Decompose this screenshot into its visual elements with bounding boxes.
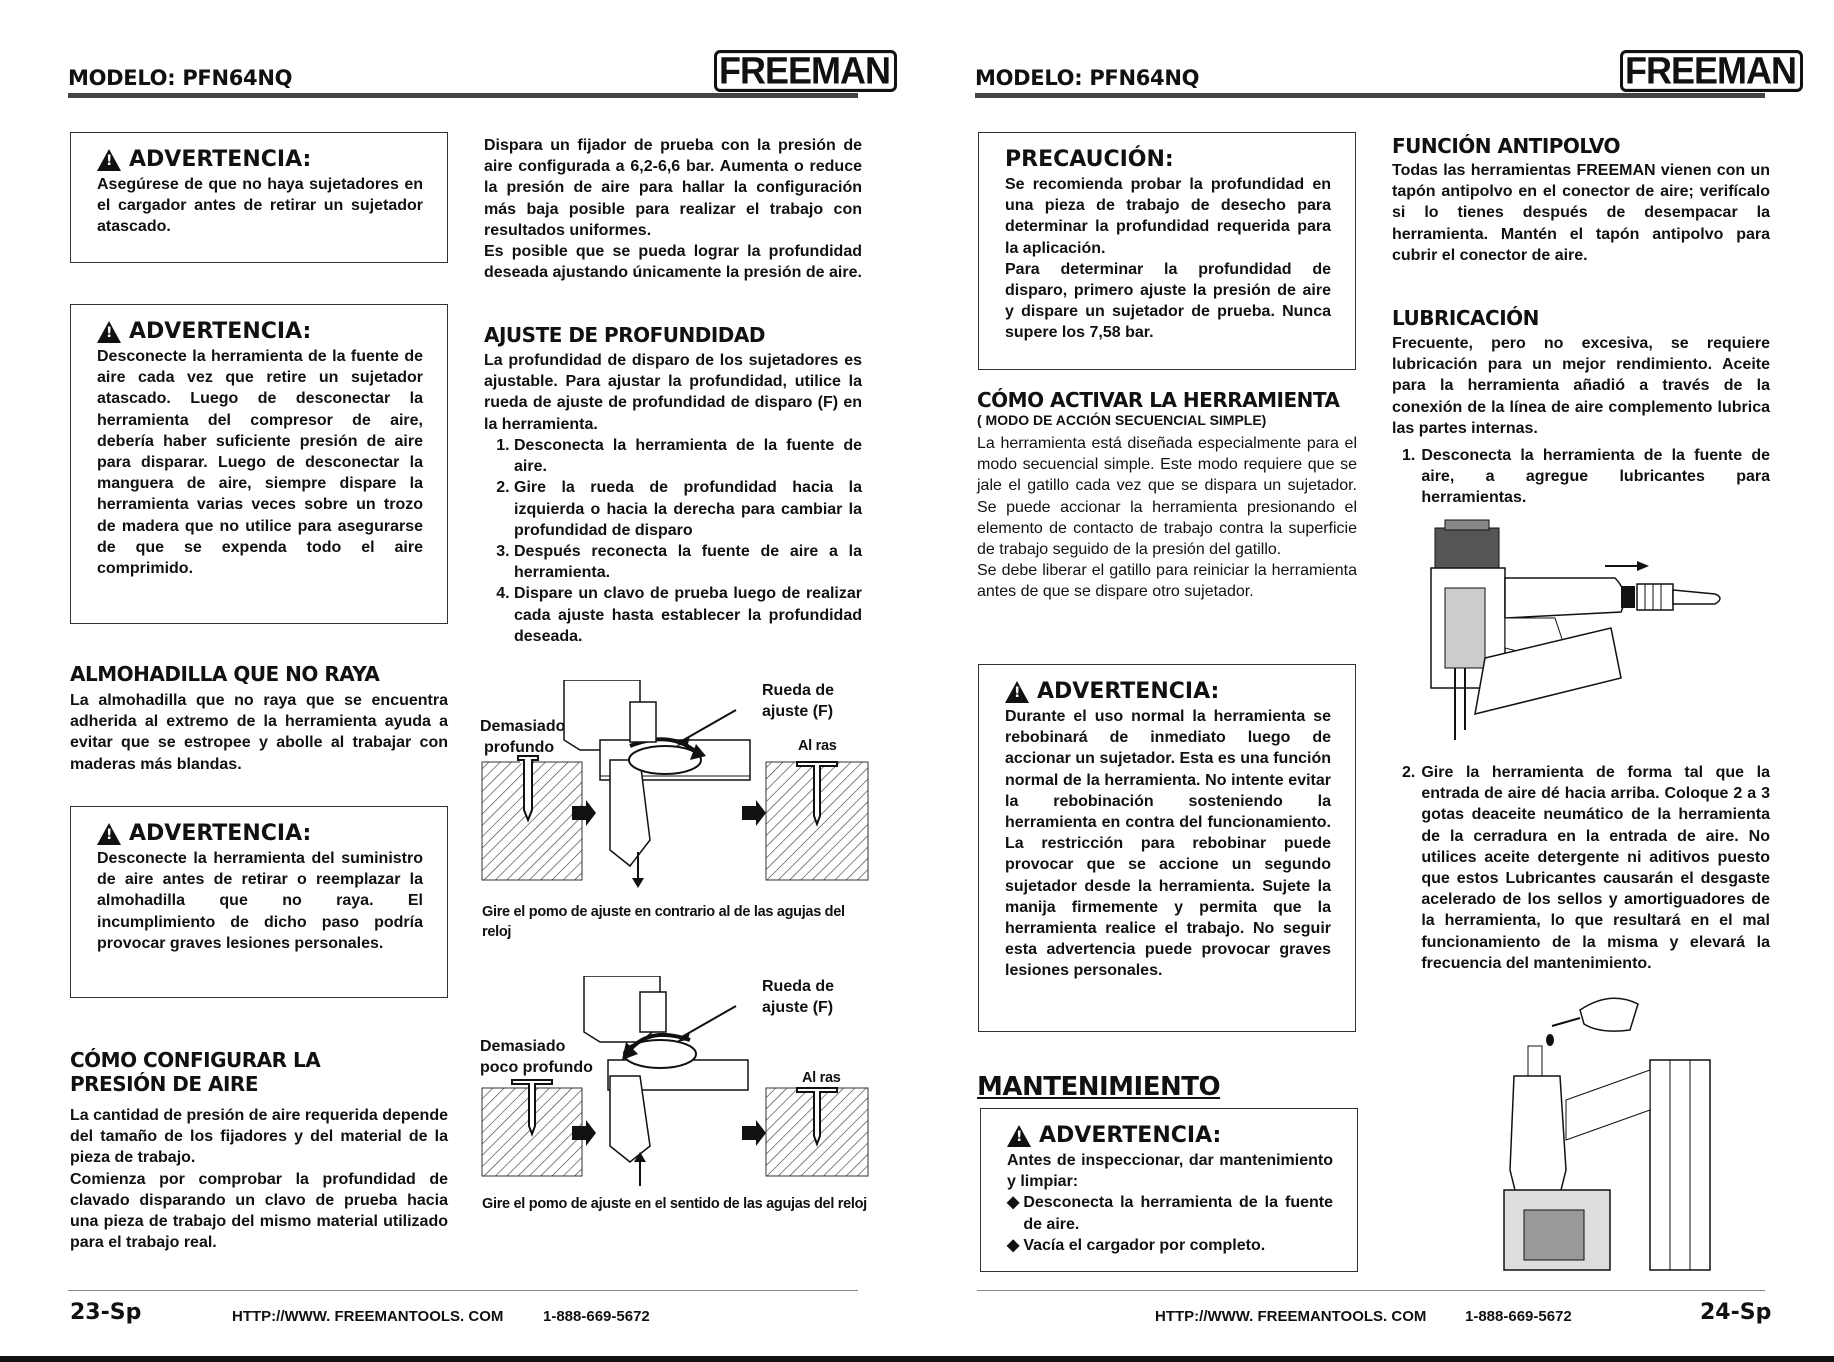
warning-text: Desconecte la herramienta de la fuente de aire cada vez que retire un sujetador atascado. Luego de desconectar la herramienta del compresor de aire, debería haber suficiente presión de aire para disparar. Luego de desconectar la manguera de aire, siempre dispare la herramienta varias veces sobre un trozo de madera que no utilice para asegurarse de que se expenda todo el aire comprimido.: [97, 348, 423, 578]
activate-text: La herramienta está diseñada especialmente para el modo secuencial simple. Este modo requiere que se jale el gatillo cada vez que se dispara un sujetador. Se puede accionar la herramienta presionando el elemento de contacto de trabajo contra la superficie de trabajo seguido de la presión del gatillo. Se debe liberar el gatillo para reiniciar la herramienta antes de que se dispare otro sujetador.: [977, 435, 1357, 601]
page-number-left: 23-Sp: [70, 1300, 142, 1325]
warning-heading: ! ADVERTENCIA:: [1007, 1123, 1333, 1148]
website-link-left[interactable]: HTTP://WWW. FREEMANTOOLS. COM: [232, 1308, 504, 1325]
caution-heading: PRECAUCIÓN:: [1005, 147, 1174, 172]
freeman-logo-right: FREEMAN: [1620, 49, 1803, 93]
caution-box: [978, 132, 1356, 370]
label-adjust-wheel: Rueda de ajuste (F): [762, 682, 835, 720]
activate-subtitle: ( MODO DE ACCIÓN SECUENCIAL SIMPLE): [977, 412, 1267, 428]
diamond-bullet-icon: ◆: [1007, 1236, 1020, 1254]
air-pressure-text: La cantidad de presión de aire requerida depende del tamaño de los fijadores y del material de la pieza de trabajo. Comienza por comprobar la profundidad de clavado disparando un clavo de prueba hacia una pieza de trabajo del mismo material utilizado para el trabajo real.: [70, 1107, 448, 1252]
list-item: ◆ Vacía el cargador por completo.: [1007, 1235, 1333, 1256]
section-title-activate: CÓMO ACTIVAR LA HERRAMIENTA: [977, 388, 1340, 412]
list-item: ◆ Desconecta la herramienta de la fuente de aire.: [1007, 1192, 1333, 1234]
list-item: 2. Gire la rueda de profundidad hacia la izquierda o hacia la derecha para cambiar la profundidad de disparo: [514, 477, 862, 541]
depth-figure-2: [480, 976, 870, 1186]
warning-text: Antes de inspeccionar, dar mantenimiento y limpiar:: [1007, 1152, 1333, 1191]
figure-caption-2: Gire el pomo de ajuste en el sentido de las agujas del reloj: [482, 1196, 867, 1212]
page-number-right: 24-Sp: [1700, 1300, 1772, 1325]
footer-rule-right: [977, 1290, 1765, 1291]
model-label-left: MODELO: PFN64NQ: [68, 66, 293, 90]
label-flush: Al ras: [798, 738, 837, 754]
phone-right: 1-888-669-5672: [1465, 1308, 1572, 1325]
warning-triangle-icon: [97, 823, 121, 845]
warning-triangle-icon: [97, 321, 121, 343]
warning-triangle-icon: [97, 149, 121, 171]
label-too-shallow: Demasiado poco profundo: [480, 1038, 593, 1076]
list-item: 3. Después reconecta la fuente de aire a la herramienta.: [514, 541, 862, 583]
section-title-depth: AJUSTE DE PROFUNDIDAD: [484, 323, 765, 347]
header-rule-right: [975, 93, 1765, 98]
warning-heading: ! ADVERTENCIA:: [97, 319, 423, 344]
warning-triangle-icon: [1007, 1125, 1031, 1147]
freeman-logo-left: FREEMAN: [714, 49, 897, 93]
header-rule-left: [68, 93, 858, 98]
warning-heading: ! ADVERTENCIA:: [97, 821, 423, 846]
pad-text: La almohadilla que no raya que se encuentra adherida al extremo de la herramienta ayuda a evitar que se estropee y abolle al trabajar con maderas más blandas.: [70, 692, 448, 773]
list-item: 1. Desconecta la herramienta de la fuente de aire.: [514, 435, 862, 477]
warning-text: Durante el uso normal la herramienta se rebobinará de inmediato luego de accionar un sujetador. Esta es una función normal de la herramienta. No intente evitar la rebobinación sosteniendo la herramienta en contra del funcionamiento. La restricción para rebobinar puede provocar que se accione un segundo sujetador desde la herramienta. Sujete la manija firmemente y permita que la herramienta realice el trabajo. No seguir esta advertencia puede provocar graves lesiones personales.: [1005, 708, 1331, 980]
depth-text: La profundidad de disparo de los sujetadores es ajustable. Para ajustar la profundidad, utilice la rueda de ajuste de profundidad de disparo (F) en la herramienta.: [484, 352, 862, 433]
warning-text: Desconecte la herramienta del suministro de aire antes de retirar o reemplazar la almohadilla que no raya. El incumplimiento de dicho paso podría provocar graves lesiones personales.: [97, 850, 423, 952]
phone-left: 1-888-669-5672: [543, 1308, 650, 1325]
bottom-edge: [0, 1356, 1834, 1362]
warning-box-1: [70, 132, 448, 263]
warning-box-5: [980, 1108, 1358, 1272]
label-adjust-wheel: Rueda de ajuste (F): [762, 978, 835, 1016]
section-title-dust: FUNCIÓN ANTIPOLVO: [1392, 134, 1621, 158]
caution-text: Se recomienda probar la profundidad en una pieza de trabajo de desecho para determinar la profundidad requerida para la aplicación. Para determinar la profundidad de disparo, primero ajuste la presión de aire y dispare un sujetador de prueba. Nunca supere los 7,58 bar.: [1005, 176, 1331, 342]
dust-text: Todas las herramientas FREEMAN vienen con un tapón antipolvo en el conector de aire; verifícalo si lo tienes después de desempacar la herramienta. Mantén el tapón antipolvo para cubrir el conector de aire.: [1392, 162, 1770, 264]
section-title-air-pressure: CÓMO CONFIGURAR LA PRESIÓN DE AIRE: [70, 1048, 321, 1096]
nailer-air-fitting-illustration: [1425, 518, 1745, 740]
lubrication-text: Frecuente, pero no excesiva, se requiere lubricación para un mejor rendimiento. Aceite para la herramienta añadió a través de la conexión de la línea de aire complemento lubrica las partes internas.: [1392, 335, 1770, 437]
warning-heading: ! ADVERTENCIA:: [1005, 679, 1331, 704]
diamond-bullet-icon: ◆: [1007, 1194, 1020, 1212]
list-item: 4. Dispare un clavo de prueba luego de realizar cada ajuste hasta establecer la profundidad deseada.: [514, 583, 862, 647]
oiling-nailer-illustration: [1500, 990, 1770, 1280]
list-item: 1. Desconecta la herramienta de la fuente de aire, a agregue lubricantes para herramientas.: [1402, 447, 1770, 507]
depth-steps-list: [484, 435, 862, 647]
section-title-lubrication: LUBRICACIÓN: [1392, 306, 1539, 330]
label-flush: Al ras: [802, 1070, 841, 1086]
list-item: 2. Gire la herramienta de forma tal que la entrada de aire dé hacia arriba. Coloque 2 a 3 gotas deaceite neumático de la herramienta de la cerradura en la entrada de aire. No utilices aceite detergente ni aditivos puesto que estos Lubricantes causarán el desgaste acelerado de los sellos y amortiguadores de la herramienta, lo que resultará en el mal funcionamiento de la misma y elevará la frecuencia del mantenimiento.: [1402, 764, 1770, 972]
figure-caption-1: Gire el pomo de ajuste en contrario al de las agujas del reloj: [482, 904, 845, 940]
section-title-pad: ALMOHADILLA QUE NO RAYA: [70, 662, 380, 686]
warning-triangle-icon: [1005, 681, 1029, 703]
warning-text: Asegúrese de que no haya sujetadores en el cargador antes de retirar un sujetador atascado.: [97, 176, 423, 236]
depth-figure-1: [480, 680, 870, 890]
website-link-right[interactable]: HTTP://WWW. FREEMANTOOLS. COM: [1155, 1308, 1427, 1325]
section-title-maintenance: MANTENIMIENTO: [977, 1072, 1221, 1102]
warning-box-3: [70, 806, 448, 998]
warning-heading: ! ADVERTENCIA:: [97, 147, 423, 172]
warning-box-4: [978, 664, 1356, 1032]
air-test-text: Dispara un fijador de prueba con la presión de aire configurada a 6,2-6,6 bar. Aumenta o reduce la presión de aire para hallar la configuración más baja posible para realizar el trabajo con resultados uniformes. Es posible que se pueda lograr la profundidad deseada ajustando únicamente la presión de aire.: [484, 137, 862, 282]
footer-rule-left: [68, 1290, 858, 1291]
warning-box-2: [70, 304, 448, 624]
label-too-deep: Demasiado profundo: [480, 718, 566, 756]
model-label-right: MODELO: PFN64NQ: [975, 66, 1200, 90]
